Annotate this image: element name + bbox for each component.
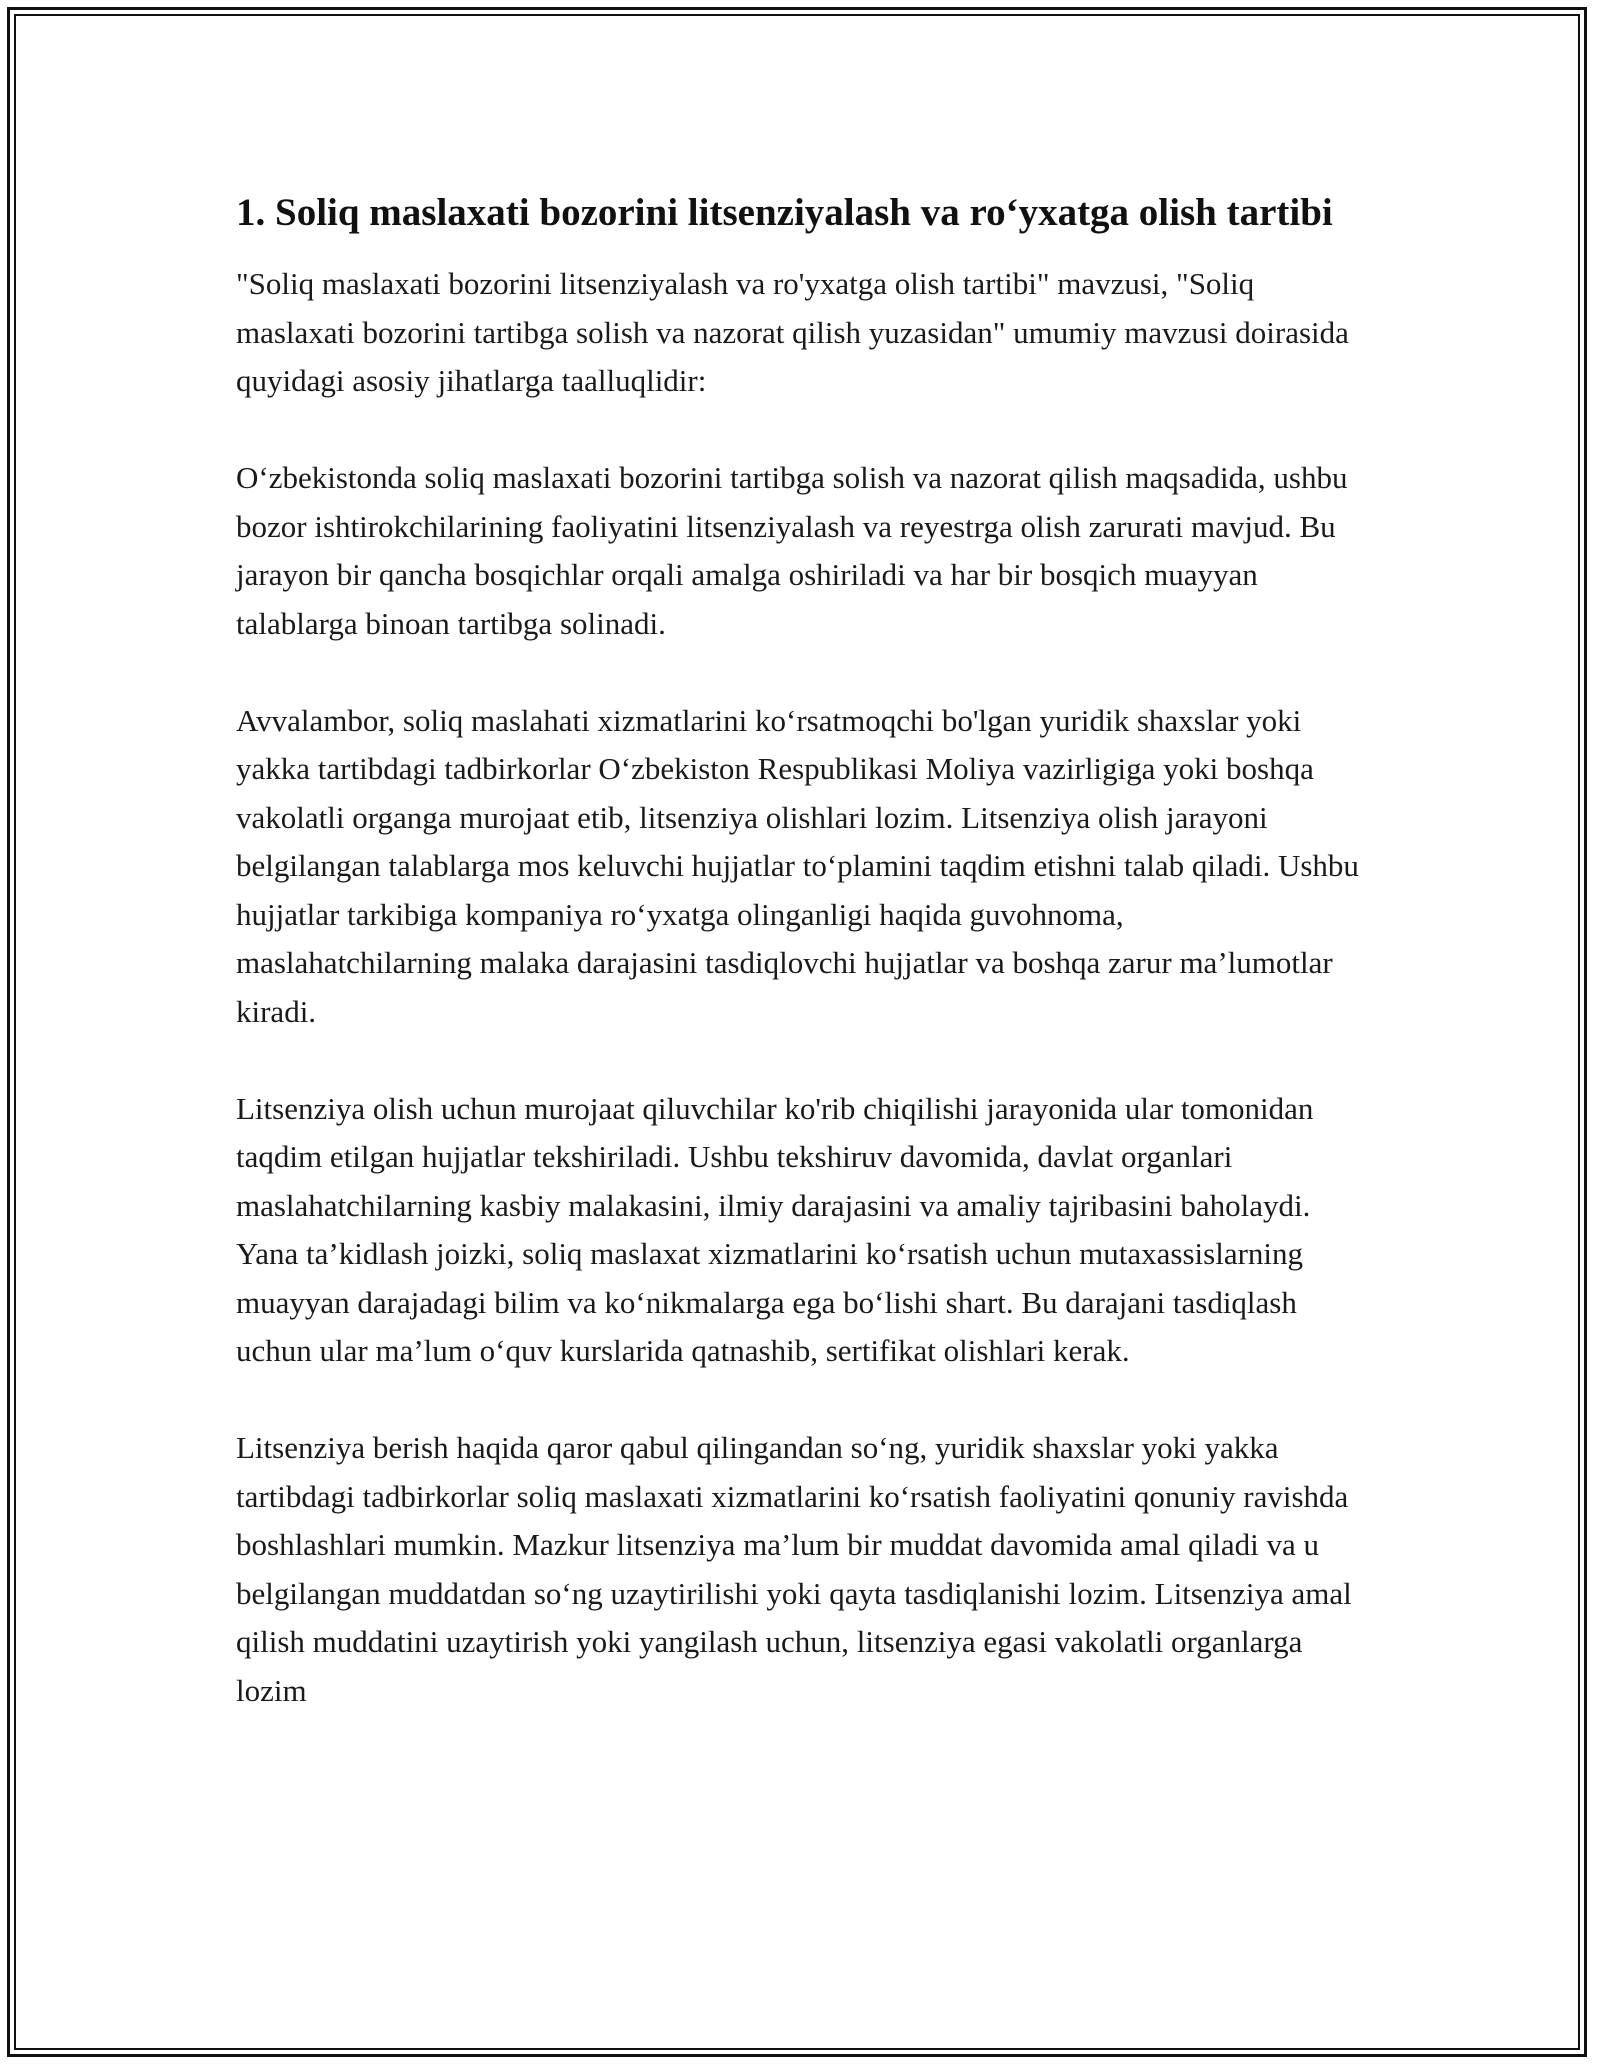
paragraph-application: Avvalambor, soliq maslahati xizmatlarini ko‘rsatmoqchi bo'lgan yuridik shaxslar yoki yakka tartibdagi tadbirkorlar O‘zbekiston Respublikasi Moliya vazirligiga yoki boshqa vakolatli organga murojaat etib, litsenziya olishlari lozim. Litsenziya olish jarayoni belgilangan talablarga mos keluvchi hujjatlar to‘plamini taqdim etishni talab qiladi. Ushbu hujjatlar tarkibiga kompaniya ro‘yxatga olinganligi haqida guvohnoma, maslahatchilarning malaka darajasini tasdiqlovchi hujjatlar va boshqa zarur ma’lumotlar kiradi.: [236, 702, 1359, 1029]
section-heading: 1. Soliq maslaxati bozorini litsenziyalash va ro‘yxatga olish tartibi: [236, 191, 1333, 234]
paragraph-intro: "Soliq maslaxati bozorini litsenziyalash va ro'yxatga olish tartibi" mavzusi, "Soliq maslaxati bozorini tartibga solish va nazorat qilish yuzasidan" umumiy mavzusi doirasida quyidagi asosiy jihatlarga taalluqlidir:: [236, 266, 1349, 398]
paragraph-review: Litsenziya olish uchun murojaat qiluvchilar ko'rib chiqilishi jarayonida ular tomonidan taqdim etilgan hujjatlar tekshiriladi. Ushbu tekshiruv davomida, davlat organlari maslahatchilarning kasbiy malakasini, ilmiy darajasini va amaliy tajribasini baholaydi. Yana ta’kidlash joizki, soliq maslaxat xizmatlarini ko‘rsatish uchun mutaxassislarning muayyan darajadagi bilim va ko‘nikmalarga ega bo‘lishi shart. Bu darajani tasdiqlash uchun ular ma’lum o‘quv kurslarida qatnashib, sertifikat olishlari kerak.: [236, 1090, 1314, 1368]
paragraph-license-validity: Litsenziya berish haqida qaror qabul qilingandan so‘ng, yuridik shaxslar yoki yakka tartibdagi tadbirkorlar soliq maslaxati xizmatlarini ko‘rsatish faoliyatini qonuniy ravishda boshlashlari mumkin. Mazkur litsenziya ma’lum bir muddat davomida amal qiladi va u belgilangan muddatdan so‘ng uzaytirilishi yoki qayta tasdiqlanishi lozim. Litsenziya amal qilish muddatini uzaytirish yoki yangilash uchun, litsenziya egasi vakolatli organlarga lozim: [236, 1430, 1352, 1708]
document-body: [236, 186, 1366, 1764]
paragraph-purpose: O‘zbekistonda soliq maslaxati bozorini tartibga solish va nazorat qilish maqsadida, ushbu bozor ishtirokchilarining faoliyatini litsenziyalash va reyestrga olish zarurati mavjud. Bu jarayon bir qancha bosqichlar orqali amalga oshiriladi va har bir bosqich muayyan talablarga binoan tartibga solinadi.: [236, 460, 1348, 641]
